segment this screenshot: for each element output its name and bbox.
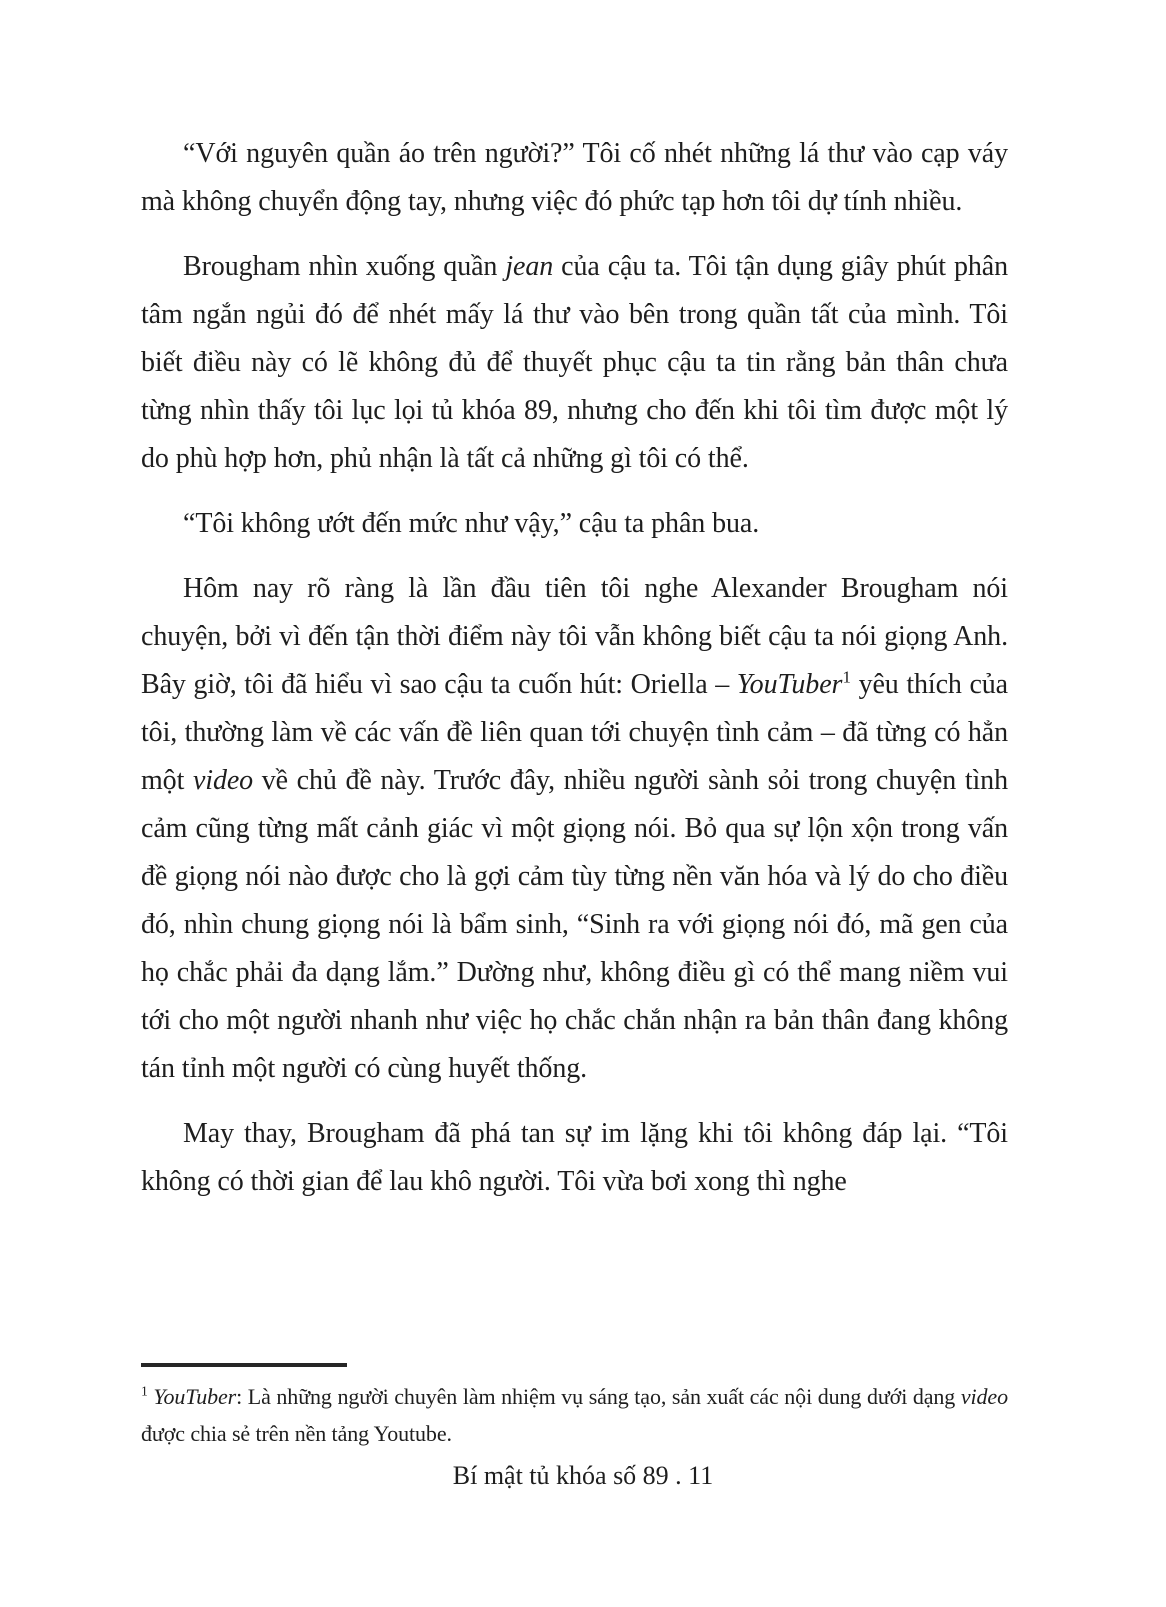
body-paragraph: May thay, Brougham đã phá tan sự im lặng khi tôi không đáp lại. “Tôi không có thời gian để lau khô người. Tôi vừa bơi xong thì nghe	[141, 1118, 1008, 1197]
footnote-divider	[141, 1363, 347, 1367]
body-text	[141, 130, 1008, 1206]
body-paragraph: “Tôi không ướt đến mức như vậy,” cậu ta phân bua.	[183, 508, 760, 539]
running-title-and-page-number: Bí mật tủ khóa số 89 . 11	[452, 1461, 714, 1490]
body-paragraph: Brougham nhìn xuống quần jean của cậu ta. Tôi tận dụng giây phút phân tâm ngắn ngủi đó để nhét mấy lá thư vào bên trong quần tất của mình. Tôi biết điều này có lẽ không đủ để thuyết phục cậu ta tin rằng bản thân chưa từng nhìn thấy tôi lục lọi tủ khóa 89, nhưng cho đến khi tôi tìm được một lý do phù hợp hơn, phủ nhận là tất cả những gì tôi có thể.	[141, 251, 1008, 474]
body-paragraph: “Với nguyên quần áo trên người?” Tôi cố nhét những lá thư vào cạp váy mà không chuyển động tay, nhưng việc đó phức tạp hơn tôi dự tính nhiều.	[141, 138, 1008, 217]
footnote-text: $^1$ YouTuber: Là những người chuyên làm nhiệm vụ sáng tạo, sản xuất các nội dung dưới dạng video được chia sẻ trên nền tảng Youtube.	[141, 1383, 1009, 1446]
page-footer	[0, 1456, 1166, 1496]
footnote-section	[141, 1363, 1008, 1452]
body-paragraph: Hôm nay rõ ràng là lần đầu tiên tôi nghe Alexander Brougham nói chuyện, bởi vì đến tận thời điểm này tôi vẫn không biết cậu ta nói giọng Anh. Bây giờ, tôi đã hiểu vì sao cậu ta cuốn hút: Oriella – YouTuber$^1$ yêu thích của tôi, thường làm về các vấn đề liên quan tới chuyện tình cảm – đã từng có hẳn một video về chủ đề này. Trước đây, nhiều người sành sỏi trong chuyện tình cảm cũng từng mất cảnh giác vì một giọng nói. Bỏ qua sự lộn xộn trong vấn đề giọng nói nào được cho là gợi cảm tùy từng nền văn hóa và lý do cho điều đó, nhìn chung giọng nói là bẩm sinh, “Sinh ra với giọng nói đó, mã gen của họ chắc phải đa dạng lắm.” Dường như, không điều gì có thể mang niềm vui tới cho một người nhanh như việc họ chắc chắn nhận ra bản thân đang không tán tỉnh một người có cùng huyết thống.	[141, 573, 1008, 1084]
